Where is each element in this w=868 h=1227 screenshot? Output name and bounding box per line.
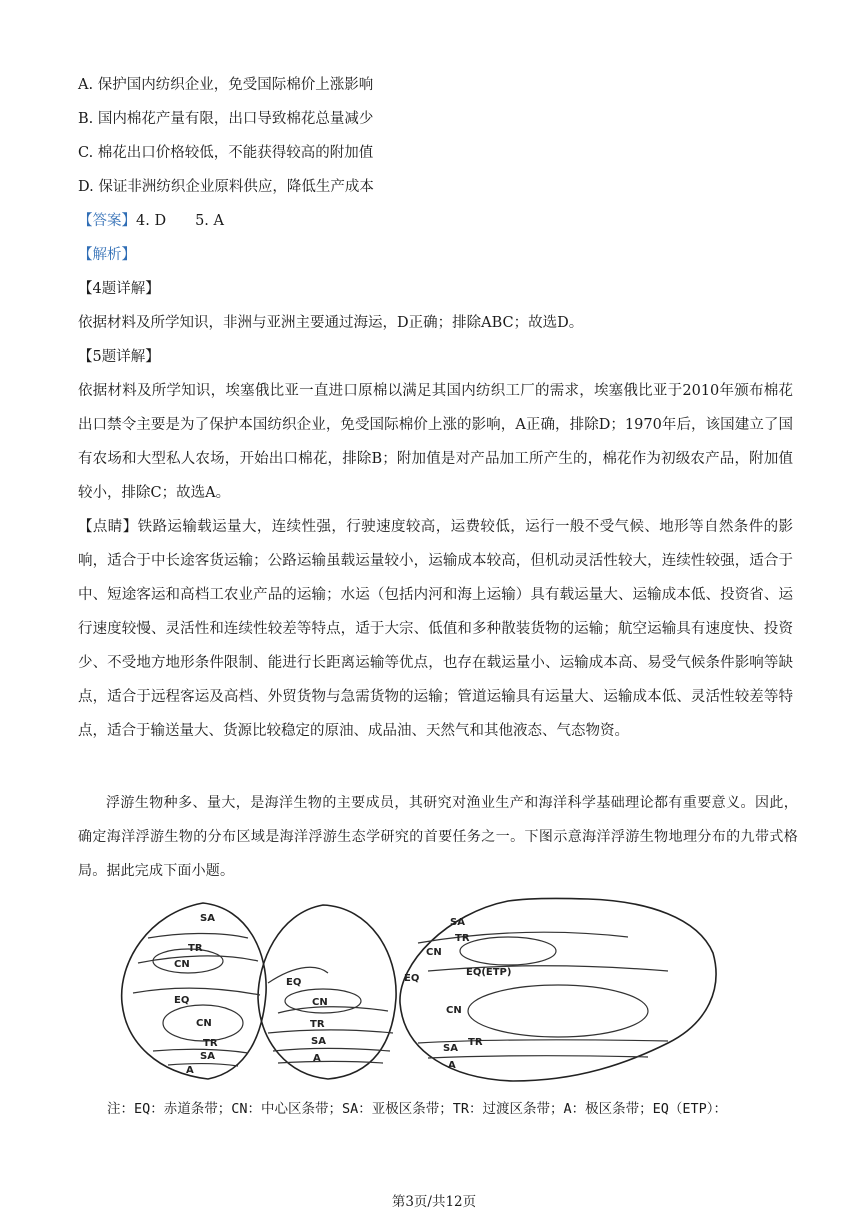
svg-text:TR: TR [203,1038,218,1049]
q5-title: 【5题详解】 [78,349,160,365]
map-zone-labels [174,913,511,1076]
option-b: B. 国内棉花产量有限，出口导致棉花总量减少 [78,111,374,127]
svg-text:CN: CN [174,959,190,970]
svg-text:TR: TR [188,943,203,954]
svg-text:CN: CN [312,997,328,1008]
q5-body: 依据材料及所学知识，埃塞俄比亚一直进口原棉以满足其国内纺织工厂的需求，埃塞俄比亚于2010年颁布棉花出口禁令主要是为了保护本国纺织企业，免受国际棉价上涨的影响，A正确，排除D；1970年后，该国建立了国有农场和大型私人农场，开始出口棉花，排除B；附加值是对产品加工所产生的，棉花作为初级农产品，附加值较小，排除C；故选A。 [78,383,793,501]
svg-text:EQ: EQ [404,973,420,984]
analysis-label: 【解析】 [78,247,136,263]
answer-line [78,211,224,231]
svg-text:CN: CN [196,1018,212,1029]
svg-text:EQ(ETP): EQ(ETP) [466,967,512,978]
option-a: A. 保护国内纺织企业，免受国际棉价上涨影响 [78,77,374,93]
intro-paragraph [78,786,798,888]
svg-text:SA: SA [311,1036,326,1047]
svg-text:A: A [448,1060,456,1071]
svg-text:A: A [313,1053,321,1064]
svg-text:CN: CN [446,1005,462,1016]
option-c: C. 棉花出口价格较低，不能获得较高的附加值 [78,145,374,161]
tip-paragraph [78,510,793,748]
intro-text: 浮游生物种多、量大，是海洋生物的主要成员，其研究对渔业生产和海洋科学基础理论都有重要意义。因此，确定海洋浮游生物的分布区域是海洋浮游生态学研究的首要任务之一。下图示意海洋浮游生物地理分布的九带式格局。据此完成下面小题。 [78,795,798,879]
svg-text:TR: TR [310,1019,325,1030]
map-note: 注：EQ：赤道条带；CN：中心区条带；SA：亚极区条带；TR：过渡区条带；A：极区条带；EQ（ETP）： [107,1101,728,1117]
answer-label: 【答案】 [78,213,136,229]
svg-text:TR: TR [468,1037,483,1048]
svg-text:SA: SA [200,1051,215,1062]
svg-text:SA: SA [450,917,465,928]
option-d: D. 保证非洲纺织企业原料供应，降低生产成本 [78,179,374,195]
plankton-zone-map [108,893,754,1083]
q4-title: 【4题详解】 [78,281,160,297]
answer-value: 4. D 5. A [136,213,224,229]
svg-text:EQ: EQ [174,995,190,1006]
map-figure [108,893,754,1083]
svg-text:TR: TR [455,933,470,944]
tip-label: 【点睛】 [78,519,138,535]
map-lobe-africa-europe [258,905,396,1079]
svg-text:EQ: EQ [286,977,302,988]
svg-text:A: A [186,1065,194,1076]
q4-body: 依据材料及所学知识，非洲与亚洲主要通过海运，D正确；排除ABC；故选D。 [78,315,584,331]
svg-text:CN: CN [426,947,442,958]
svg-text:SA: SA [200,913,215,924]
svg-text:SA: SA [443,1043,458,1054]
tip-body: 铁路运输载运量大，连续性强，行驶速度较高，运费较低，运行一般不受气候、地形等自然条件的影响，适合于中长途客货运输；公路运输虽载运量较小，运输成本较高，但机动灵活性较大，连续性较强，适合于中、短途客运和高档工农业产品的运输；水运（包括内河和海上运输）具有载运量大、运输成本低、投资省、运行速度较慢、灵活性和连续性较差等特点，适于大宗、低值和多种散装货物的运输；航空运输具有速度快、投资少、不受地方地形条件限制、能进行长距离运输等优点，也存在载运量小、运输成本高、易受气候条件影响等缺点，适合于远程客运及高档、外贸货物与急需货物的运输；管道运输具有运量大、运输成本低、灵活性较差等特点，适合于输送量大、货源比较稳定的原油、成品油、天然气和其他液态、气态物资。 [78,519,794,739]
page-footer: 第3页/共12页 [391,1194,477,1210]
